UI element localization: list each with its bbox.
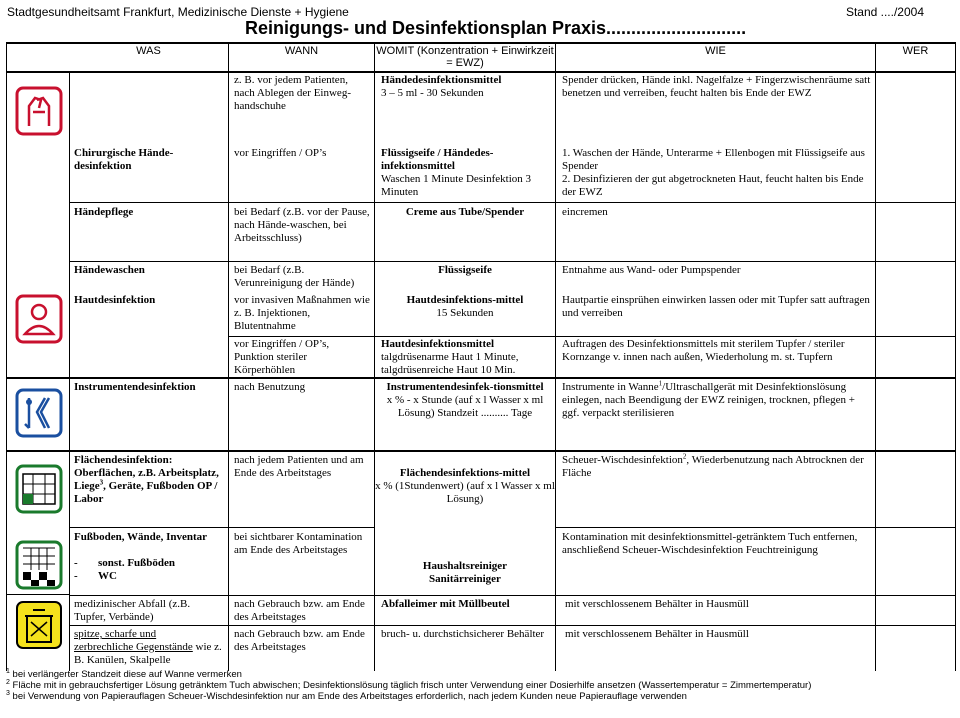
stand-label: Stand ..../2004 — [845, 5, 924, 19]
cell-haut-wie2: Auftragen des Desinfektionsmittels mit sterilem Tupfer / steriler Kornzange v. innen nach außen, Wiederholung m. st. Tupfern — [562, 338, 845, 363]
haut-womit2-detail: talgdrüsenarme Haut 1 Minute, talgdrüsenreiche Haut 10 Min. — [381, 351, 519, 376]
footnote-2: $^2$ Fläche mit in gebrauchsfertiger Lösung getränktem Tuch abwischen; Desinfektionslösung täglich frisch unter Verwendung einer Dosierhilfe ansetzen (Wassertemperatur = Zimmertemperatur) — [6, 678, 812, 691]
cell-waschen-wann: bei Bedarf (z.B. Verunreinigung der Hände) — [234, 264, 355, 289]
fussboden-was-item2: WC — [98, 570, 117, 582]
cell-pflege-was: Händepflege — [74, 206, 134, 218]
instruments-icon — [15, 388, 63, 438]
cell-instr-wann: nach Benutzung — [234, 381, 306, 393]
spitze-was-part3: wie z. B. Kanülen, Skalpelle — [74, 641, 222, 666]
cell-abfall-wann: nach Gebrauch bzw. am Ende des Arbeitstages — [234, 598, 365, 623]
cell-chir-wann1: z. B. vor jedem Patienten, nach Ablegen der Einweg-handschuhe — [234, 74, 351, 112]
floor-cleaning-icon — [15, 540, 63, 590]
spitze-was-part2: zerbrechliche Gegenstände — [74, 641, 193, 653]
cell-flaechen-womit — [375, 467, 555, 506]
fussboden-wann1: bei sichtbarer Kontamination — [234, 531, 363, 543]
surface-disinfection-icon — [15, 464, 63, 514]
cell-chir-wann2: vor Eingriffen / OP’s — [234, 147, 327, 159]
cell-waschen-womit: Flüssigseife — [438, 264, 492, 276]
skin-disinfection-icon — [15, 294, 63, 344]
chir-wie2-step1: 1. Waschen der Hände, Unterarme + Ellenbogen mit Flüssigseife aus Spender — [562, 147, 865, 172]
fussboden-was-item1: sonst. Fußböden — [98, 557, 176, 569]
organization-label: Stadtgesundheitsamt Frankfurt, Medizinische Dienste + Hygiene — [7, 5, 349, 19]
haut-womit1-title: Hautdesinfektions-mittel — [406, 294, 524, 306]
instr-wie-part2: /Ultraschallgerät mit Desinfektionslösung einlegen, nach Beendigung der EWZ reinigen, trocknen, pflegen + ggf. verpackt sterilisieren — [562, 381, 856, 419]
cell-haut-was: Hautdesinfektion — [74, 294, 156, 306]
cell-spitze-wie: mit verschlossenem Behälter in Hausmüll — [565, 628, 749, 640]
cell-flaechen-was: Flächendesinfektion: Oberflächen, z.B. Arbeitsplatz, Liege$^3$, Geräte, Fußboden OP / Labor — [74, 454, 219, 505]
column-header-wer: WER — [902, 45, 929, 57]
cell-instr-was: Instrumentendesinfektion — [74, 381, 196, 393]
flaechen-wie-part2: , Wiederbenutzung nach Abtrocknen der Fläche — [562, 454, 864, 479]
page-header — [0, 0, 960, 44]
footnotes — [6, 669, 946, 702]
chir-womit1-title: Händedesinfektionsmittel — [381, 74, 502, 86]
cell-abfall-wie: mit verschlossenem Behälter in Hausmüll — [565, 598, 749, 610]
footnote-1-text: bei verlängerter Standzeit diese auf Wanne vermerken — [12, 669, 242, 680]
footnote-3-text: bei Verwendung von Papierauflagen Scheuer-Wischdesinfektion nur am Ende des Arbeitstages erforderlich, nach jedem Kunden neue Papierauflage verwenden — [12, 691, 687, 702]
footnote-1: $^1$ bei verlängerter Standzeit diese auf Wanne vermerken — [6, 667, 242, 680]
column-header-was: WAS — [136, 45, 161, 57]
cell-abfall-was: medizinischer Abfall (z.B. Tupfer, Verbände) — [74, 598, 191, 623]
cell-flaechen-wann: nach jedem Patienten und am Ende des Arbeitstages — [234, 454, 364, 479]
cell-fussboden-was: Fußboden, Wände, Inventar - sonst. Fußböden - WC — [74, 531, 224, 583]
hygiene-table — [6, 42, 956, 671]
cell-waschen-wie: Entnahme aus Wand- oder Pumpspender — [562, 264, 741, 276]
instr-womit-detail: x % - x Stunde (auf x l Wasser x ml Lösung) Standzeit .......... Tage — [386, 394, 544, 419]
flaechen-womit-title: Flächendesinfektions-mittel — [399, 467, 531, 479]
flaechen-wie-part1: Scheuer-Wischdesinfektion — [562, 454, 683, 466]
cell-spitze-womit: bruch- u. durchstichsicherer Behälter — [381, 628, 545, 640]
column-header-wie: WIE — [705, 45, 726, 57]
cell-instr-wie: Instrumente in Wanne$^1$/Ultraschallgerät mit Desinfektionslösung einlegen, nach Beendigung der EWZ reinigen, trocknen, pflegen + ggf. verpackt sterilisieren — [562, 379, 856, 419]
cell-haut-womit2 — [381, 338, 551, 377]
cell-waschen-was: Händewaschen — [74, 264, 145, 276]
cell-chir-womit2 — [381, 147, 551, 199]
chir-womit2-detail: Waschen 1 Minute Desinfektion 3 Minuten — [381, 173, 532, 198]
column-header-womit: WOMIT (Konzentration + Einwirkzeit = EWZ) — [376, 45, 554, 69]
cell-spitze-was — [74, 628, 226, 667]
fussboden-was-title: Fußboden, Wände, Inventar — [74, 531, 208, 543]
haut-womit2-title: Hautdesinfektionsmittel — [381, 338, 495, 350]
cell-haut-womit1 — [375, 294, 555, 320]
cell-pflege-wann: bei Bedarf (z.B. vor der Pause, nach Hände-waschen, bei Arbeitsschluss) — [234, 206, 370, 244]
cell-fussboden-womit: Haushaltsreiniger Sanitärreiniger — [422, 560, 508, 585]
haut-womit1-detail: 15 Sekunden — [436, 307, 494, 319]
cell-chir-wie2 — [562, 147, 872, 199]
cell-spitze-wann: nach Gebrauch bzw. am Ende des Arbeitstages — [234, 628, 365, 653]
cell-chir-wie1: Spender drücken, Hände inkl. Nagelfalze + Fingerzwischenräume satt benetzen und verreiben, feucht halten bis Ende der EWZ — [562, 74, 871, 99]
chir-womit1-detail: 3 – 5 ml - 30 Sekunden — [381, 87, 484, 99]
cell-fussboden-wie: Kontamination mit desinfektionsmittel-getränktem Tuch entfernen, anschließend Scheuer-Wischdesinfektion Feuchtreinigung — [562, 531, 858, 556]
footnote-2-text: Fläche mit in gebrauchsfertiger Lösung getränktem Tuch abwischen; Desinfektionslösung täglich frisch unter Verwendung einer Dosierhilfe ansetzen (Wassertemperatur = Zimmertemperatur) — [12, 680, 812, 691]
instr-wie-part1: Instrumente in Wanne — [562, 381, 659, 393]
cell-chir-womit1 — [381, 74, 553, 100]
page-title: Reinigungs- und Desinfektionsplan Praxis............................ — [245, 18, 747, 38]
flaechen-was-part1: Flächendesinfektion: Oberflächen, z.B. Arbeitsplatz, Liege — [74, 454, 219, 492]
waste-bin-icon — [15, 600, 63, 650]
cell-haut-wie1: Hautpartie einsprühen einwirken lassen oder mit Tupfer satt auftragen und verreiben — [562, 294, 870, 319]
column-header-wann: WANN — [284, 45, 319, 57]
cell-pflege-wie: eincremen — [562, 206, 608, 218]
chir-womit2-title: Flüssigseife / Händedes-infektionsmittel — [381, 147, 494, 172]
cell-chir-was: Chirurgische Hände-desinfektion — [74, 147, 174, 172]
cell-fussboden-wann — [234, 531, 370, 557]
hands-disinfection-icon — [15, 86, 63, 136]
cell-instr-womit — [375, 381, 555, 420]
cell-pflege-womit: Creme aus Tube/Spender — [405, 206, 525, 218]
instr-womit-title: Instrumentendesinfek-tionsmittel — [386, 381, 544, 393]
cell-haut-wann2: vor Eingriffen / OP’s, Punktion steriler Körperhöhlen — [234, 338, 330, 376]
chir-wie2-step2: 2. Desinfizieren der gut abgetrockneten Haut, feucht halten bis Ende der EWZ — [562, 173, 864, 198]
fussboden-wann2: am Ende des Arbeitstages — [234, 544, 348, 556]
cell-abfall-womit: Abfalleimer mit Müllbeutel — [381, 598, 510, 610]
footnote-3: $^3$ bei Verwendung von Papierauflagen Scheuer-Wischdesinfektion nur am Ende des Arbeitstages erforderlich, nach jedem Kunden neue Papierauflage verwenden — [6, 689, 687, 702]
cell-flaechen-wie: Scheuer-Wischdesinfektion$^2$, Wiederbenutzung nach Abtrocknen der Fläche — [562, 452, 864, 479]
spitze-was-part1: spitze, scharfe und — [74, 628, 157, 640]
flaechen-was-part2: , Geräte, Fußboden OP / Labor — [74, 480, 218, 505]
cell-haut-wann1: vor invasiven Maßnahmen wie z. B. Injektionen, Blutentnahme — [234, 294, 370, 332]
flaechen-womit-detail: x % (1Stundenwert) (auf x l Wasser x ml Lösung) — [375, 480, 555, 505]
